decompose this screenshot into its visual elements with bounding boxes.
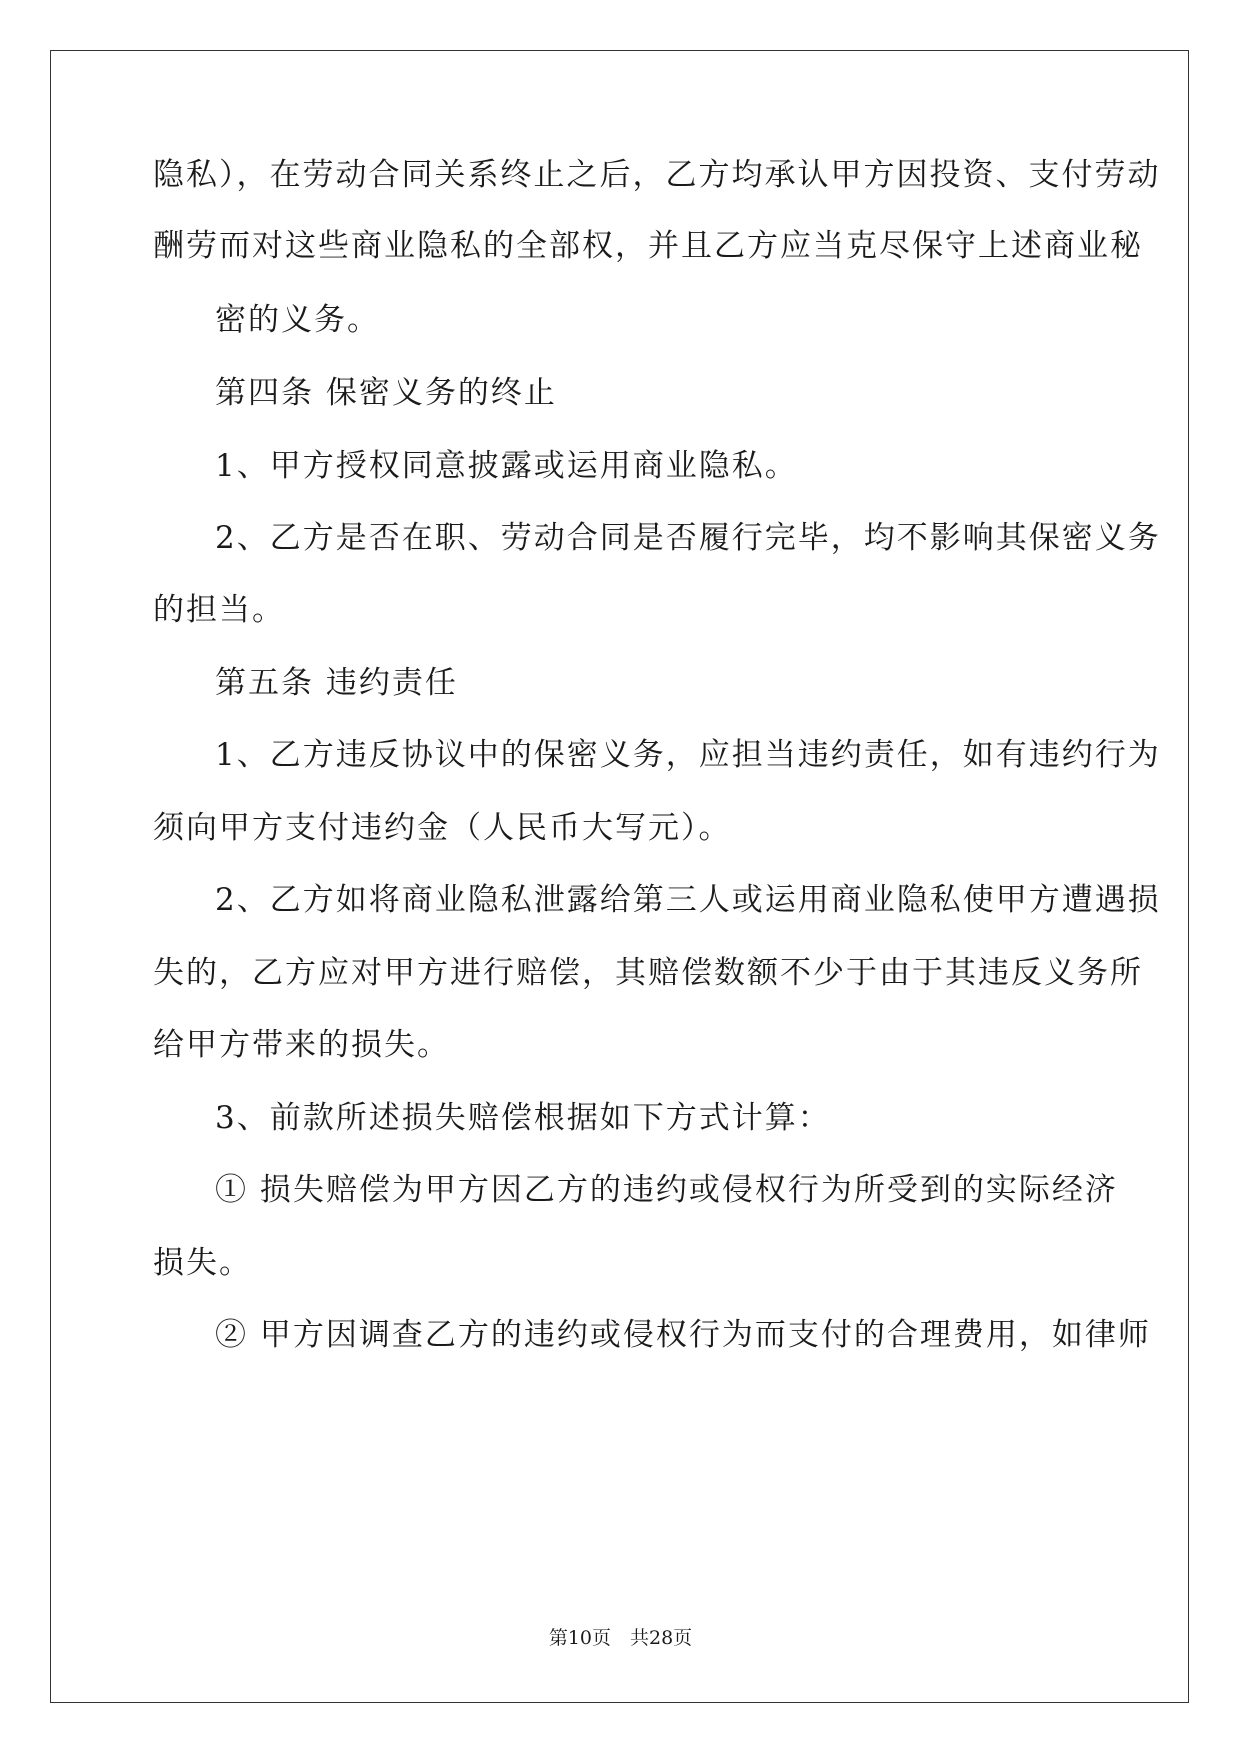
paragraph-line: 须向甲方支付违约金（人民币大写元）。	[153, 810, 732, 846]
paragraph-line: 1、乙方违反协议中的保密义务，应担当违约责任，如有违约行为	[215, 737, 1161, 773]
paragraph-line: ② 甲方因调查乙方的违约或侵权行为而支付的合理费用，如律师	[215, 1317, 1151, 1353]
paragraph-line: 1、甲方授权同意披露或运用商业隐私。	[215, 448, 798, 484]
paragraph-line: 2、乙方如将商业隐私泄露给第三人或运用商业隐私使甲方遭遇损	[215, 882, 1161, 918]
paragraph-line: 给甲方带来的损失。	[153, 1027, 450, 1063]
page-number-footer: 第10页 共28页	[548, 1627, 693, 1649]
paragraph-line: 3、前款所述损失赔偿根据如下方式计算：	[215, 1100, 831, 1136]
section-heading: 第四条 保密义务的终止	[215, 375, 557, 411]
paragraph-line: 的担当。	[153, 592, 285, 628]
paragraph-line: 酬劳而对这些商业隐私的全部权，并且乙方应当克尽保守上述商业秘	[153, 228, 1143, 264]
paragraph-line: 损失。	[153, 1245, 252, 1281]
paragraph-line: 隐私），在劳动合同关系终止之后，乙方均承认甲方因投资、支付劳动	[153, 157, 1161, 193]
page-border	[50, 50, 1189, 1703]
paragraph-line: 密的义务。	[215, 302, 380, 338]
paragraph-line: ① 损失赔偿为甲方因乙方的违约或侵权行为所受到的实际经济	[215, 1172, 1118, 1208]
section-heading: 第五条 违约责任	[215, 665, 458, 701]
paragraph-line: 2、乙方是否在职、劳动合同是否履行完毕，均不影响其保密义务	[215, 520, 1161, 556]
paragraph-line: 失的，乙方应对甲方进行赔偿，其赔偿数额不少于由于其违反义务所	[153, 955, 1143, 991]
